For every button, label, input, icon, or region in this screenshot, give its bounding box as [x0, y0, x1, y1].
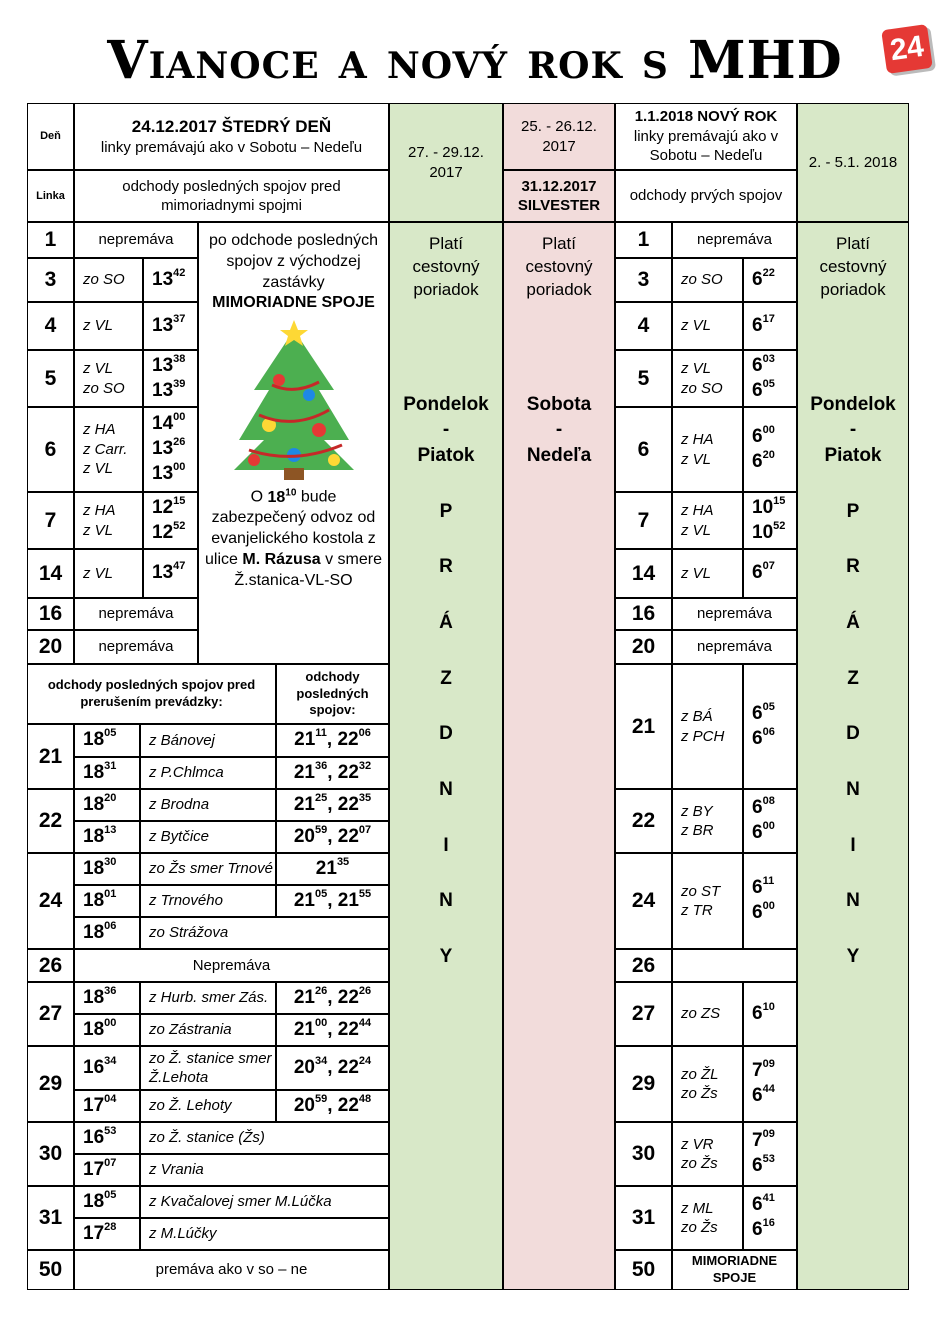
note-text: po odchode posledných spojov z východzej zastávky: [208, 232, 379, 291]
text: Platí cestovný poriadok: [525, 234, 593, 299]
time-cell: [743, 302, 797, 350]
time-cell: $21^{05}$, $21^{55}$: [276, 885, 389, 917]
time-cell: [743, 1046, 797, 1122]
time: $18^{06}$: [83, 919, 117, 943]
time: $20^{34}$: [293, 1054, 328, 1078]
origin: z Bánovej: [149, 731, 215, 749]
time: $18^{01}$: [83, 887, 117, 911]
origin-cell: [672, 1122, 743, 1186]
time-cell: [143, 258, 198, 302]
time: $18^{00}$: [83, 1016, 117, 1040]
time: $16^{53}$: [83, 1124, 117, 1148]
header-dec24: 24.12.2017 ŠTEDRÝ DEŇ linky premávajú ako v Sobotu – Nedeľu: [74, 103, 389, 170]
time: $21^{35}$: [315, 855, 350, 879]
time: $6^{00}$: [752, 900, 775, 923]
time: $22^{06}$: [337, 727, 371, 751]
not-operating-cell: nepremáva: [672, 630, 797, 664]
time: $13^{37}$: [152, 312, 186, 336]
line-number: 26: [615, 949, 672, 982]
origin: z Trnového: [149, 892, 223, 910]
time: $21^{25}$: [293, 791, 328, 815]
time-cell: [143, 407, 198, 492]
time-cell: [743, 853, 797, 949]
time: $6^{03}$: [752, 352, 775, 376]
line-number: 21: [27, 724, 74, 789]
origin: z VR: [681, 1135, 714, 1153]
time: $6^{06}$: [752, 725, 775, 749]
origin: z Vrania: [149, 1161, 204, 1179]
line-number: 14: [615, 549, 672, 598]
time: $13^{39}$: [152, 377, 186, 401]
time-cell: [743, 549, 797, 598]
time-cell: [74, 1122, 140, 1154]
time: $22^{48}$: [337, 1092, 372, 1116]
origin: zo SO: [83, 271, 125, 289]
time-cell: [143, 549, 198, 598]
origin: z TR: [681, 902, 713, 919]
time-cell: [143, 302, 198, 350]
time-cell: [743, 1122, 797, 1186]
time-cell: [743, 407, 797, 492]
origin: zo Žs: [681, 1219, 718, 1236]
line-number: 1: [615, 222, 672, 258]
origin-cell: [140, 1218, 389, 1250]
time: $6^{17}$: [752, 312, 775, 336]
origin: z Carr.: [83, 440, 128, 458]
time: $6^{10}$: [752, 1000, 775, 1024]
origin: z VL: [83, 460, 114, 478]
time-cell: $21^{11}$, $22^{06}$: [276, 724, 389, 757]
origin-cell: [140, 982, 276, 1014]
time-cell: [74, 757, 140, 789]
origin: zo SO: [681, 271, 723, 289]
time: $22^{32}$: [337, 759, 372, 783]
not-operating-cell: nepremáva: [74, 630, 198, 664]
origin-cell: [672, 302, 743, 350]
time: $6^{11}$: [752, 875, 775, 899]
origin: z VL: [681, 450, 712, 468]
lower-header: odchody posledných spojov pred prerušením prevádzky:: [27, 664, 276, 724]
time-cell: [743, 492, 797, 549]
line-number: 6: [615, 407, 672, 492]
time: $20^{59}$: [293, 1092, 328, 1116]
time: $12^{15}$: [152, 494, 186, 518]
line-number: 21: [615, 664, 672, 789]
origin-cell: [74, 407, 143, 492]
time: $6^{44}$: [752, 1083, 775, 1106]
line-number: 14: [27, 549, 74, 598]
origin: zo ST: [681, 882, 721, 900]
origin: z PCH: [681, 727, 725, 745]
origin-cell: [74, 258, 143, 302]
origin-cell: [140, 1090, 276, 1122]
line-number: 5: [615, 350, 672, 407]
header-dec31: 31.12.2017 SILVESTER: [503, 170, 615, 222]
header-den: Deň: [27, 103, 74, 170]
time-cell: [74, 789, 140, 821]
line-number: 4: [27, 302, 74, 350]
origin-cell: [140, 1186, 389, 1218]
line-number: 7: [615, 492, 672, 549]
origin: zo Žs: [681, 1155, 718, 1172]
time-cell: [743, 664, 797, 789]
time: $6^{22}$: [752, 266, 775, 290]
origin: zo ŽL: [681, 1065, 719, 1083]
time-cell: [74, 1218, 140, 1250]
line-number: 29: [615, 1046, 672, 1122]
origin: z VL: [83, 521, 114, 539]
time: $13^{00}$: [152, 460, 186, 484]
time-cell: [143, 492, 198, 549]
origin: z Hurb. smer Zás.: [149, 989, 269, 1007]
origin: zo Žs: [681, 1085, 718, 1102]
origin-cell: [140, 1154, 389, 1186]
page-title: Vianoce a nový rok s MHD: [107, 30, 843, 91]
time: $6^{07}$: [752, 560, 775, 584]
time-cell: [74, 982, 140, 1014]
origin-cell: [672, 1046, 743, 1122]
origin: zo SO: [83, 379, 125, 397]
time: $10^{15}$: [752, 494, 786, 518]
time-cell: [743, 789, 797, 853]
header-jan2: 2. - 5.1. 2018: [797, 103, 909, 222]
line-number: 24: [27, 853, 74, 949]
origin-cell: [140, 1122, 389, 1154]
time: $14^{00}$: [152, 411, 186, 435]
line-number: 7: [27, 492, 74, 549]
origin: z Brodna: [149, 796, 210, 814]
line-number: 31: [615, 1186, 672, 1250]
time: $18^{31}$: [83, 759, 117, 783]
origin: z ML: [681, 1199, 714, 1217]
brand-logo: 24: [881, 24, 933, 74]
origin-cell: [140, 821, 276, 853]
time: $6^{53}$: [752, 1153, 775, 1176]
christmas-tree-icon: [224, 320, 364, 480]
lower-header-2: odchody posledných spojov:: [276, 664, 389, 724]
time-cell: [74, 724, 140, 757]
time: $21^{11}$: [294, 727, 327, 751]
time: $22^{26}$: [337, 984, 372, 1008]
origin: zo Strážova: [149, 924, 229, 942]
not-operating-cell: nepremáva: [74, 222, 198, 258]
line-number: 22: [27, 789, 74, 853]
origin: zo ZS: [681, 1005, 721, 1023]
time-cell: [743, 982, 797, 1046]
line-number: 1: [27, 222, 74, 258]
weekday-schedule-col: Platí cestovný poriadok Pondelok - Piatok P R Á Z D N I N Y: [389, 222, 503, 1290]
header-jan1-sub: odchody prvých spojov: [615, 170, 797, 222]
origin-cell: [74, 549, 143, 598]
time: $22^{07}$: [337, 823, 372, 847]
line-number: 30: [615, 1122, 672, 1186]
origin-cell: [672, 982, 743, 1046]
origin: z Kvačalovej smer M.Lúčka: [149, 1193, 332, 1211]
origin-cell: [672, 407, 743, 492]
line-number: 4: [615, 302, 672, 350]
time: $13^{26}$: [152, 436, 186, 460]
origin: z BR: [681, 822, 714, 839]
line-number: 6: [27, 407, 74, 492]
line-number: 3: [27, 258, 74, 302]
time: $17^{04}$: [83, 1092, 117, 1116]
header-dec25: 25. - 26.12. 2017: [503, 103, 615, 170]
origin: z HA: [83, 421, 116, 439]
time: $6^{00}$: [752, 820, 775, 843]
time: $17^{07}$: [83, 1156, 117, 1180]
time: $22^{44}$: [337, 1016, 372, 1040]
not-operating-cell: Nepremáva: [74, 949, 389, 982]
time: $20^{59}$: [293, 823, 328, 847]
time-cell: [74, 1014, 140, 1046]
origin: z VL: [681, 564, 712, 582]
time-cell: [74, 1090, 140, 1122]
time-cell: $20^{59}$, $22^{07}$: [276, 821, 389, 853]
time-cell: [743, 350, 797, 407]
time: $6^{05}$: [752, 377, 775, 401]
time: $21^{36}$: [293, 759, 328, 783]
time: $22^{35}$: [337, 791, 372, 815]
header-dec24-sub: odchody posledných spojov pred mimoriadnymi spojmi: [74, 170, 389, 222]
time: $21^{05}$: [293, 887, 328, 911]
origin: z VL: [681, 521, 712, 539]
line-number: 50: [27, 1250, 74, 1290]
header-linka: Linka: [27, 170, 74, 222]
time: $13^{38}$: [152, 352, 186, 376]
time: $22^{24}$: [337, 1054, 372, 1078]
time: $13^{47}$: [152, 560, 186, 584]
origin: z P.Chlmca: [149, 764, 224, 782]
line-number: 30: [27, 1122, 74, 1186]
line-number: 16: [615, 598, 672, 630]
time-cell: $21^{00}$, $22^{44}$: [276, 1014, 389, 1046]
time-cell: $20^{34}$, $22^{24}$: [276, 1046, 389, 1090]
origin: z HA: [83, 502, 116, 519]
time: $6^{16}$: [752, 1217, 775, 1240]
weekday-schedule-col-2: Platí cestovný poriadok Pondelok - Piatok P R Á Z D N I N Y: [797, 222, 909, 1290]
time-cell: [74, 853, 140, 885]
origin: z VL: [83, 564, 114, 582]
origin: z Bytčice: [149, 828, 210, 846]
origin-cell: [672, 664, 743, 789]
origin: z VL: [83, 317, 114, 335]
line-number: 29: [27, 1046, 74, 1122]
time: $18^{13}$: [83, 823, 117, 847]
origin: z VL: [83, 360, 114, 377]
time: $6^{20}$: [752, 448, 775, 472]
time: $7^{09}$: [752, 1128, 775, 1152]
time: $12^{52}$: [152, 519, 186, 543]
time: $18^{36}$: [83, 984, 117, 1008]
origin-cell: [140, 724, 276, 757]
text: Platí cestovný poriadok: [412, 234, 480, 299]
origin: zo Ž. stanice smer Ž.Lehota: [149, 1049, 272, 1086]
origin-cell: [672, 549, 743, 598]
time: $17^{28}$: [83, 1220, 117, 1244]
origin: z VL: [681, 317, 712, 335]
time-cell: $21^{36}$, $22^{32}$: [276, 757, 389, 789]
time: $18^{05}$: [83, 1188, 117, 1212]
text: Platí cestovný poriadok: [819, 234, 887, 299]
time-cell: [743, 1186, 797, 1250]
origin-cell: [140, 757, 276, 789]
line-number: 27: [615, 982, 672, 1046]
origin-cell: [140, 789, 276, 821]
origin-cell: [672, 258, 743, 302]
origin: z BÁ: [681, 708, 713, 725]
time: $10^{52}$: [752, 519, 786, 543]
time-cell: [74, 885, 140, 917]
time-cell: [74, 1186, 140, 1218]
empty-cell: [672, 949, 797, 982]
origin-cell: [140, 885, 276, 917]
origin-cell: [74, 302, 143, 350]
time-cell: [143, 350, 198, 407]
time-cell: [74, 1046, 140, 1090]
time-cell: $21^{26}$, $22^{26}$: [276, 982, 389, 1014]
line-50-note: MIMORIADNE SPOJE: [672, 1250, 797, 1290]
origin-cell: [74, 350, 143, 407]
origin: z M.Lúčky: [149, 1225, 217, 1243]
time-cell: [743, 258, 797, 302]
line-number: 24: [615, 853, 672, 949]
origin-cell: [672, 492, 743, 549]
line-number: 31: [27, 1186, 74, 1250]
time: $21^{26}$: [293, 984, 328, 1008]
note-title: MIMORIADNE SPOJE: [212, 294, 375, 312]
not-operating-cell: nepremáva: [672, 598, 797, 630]
time-cell: [74, 1154, 140, 1186]
origin: zo Zástrania: [149, 1021, 232, 1039]
origin-cell: [140, 917, 389, 949]
time: $6^{08}$: [752, 795, 775, 819]
line-number: 50: [615, 1250, 672, 1290]
origin: zo Ž. Lehoty: [149, 1097, 232, 1115]
time-cell: [74, 821, 140, 853]
time: $6^{41}$: [752, 1192, 775, 1216]
line-number: 26: [27, 949, 74, 982]
time-cell: [276, 853, 389, 885]
line-50-note: premáva ako v so – ne: [74, 1250, 389, 1290]
origin-cell: [140, 853, 276, 885]
time: $6^{00}$: [752, 423, 775, 447]
line-number: 22: [615, 789, 672, 853]
time: $18^{05}$: [83, 727, 117, 751]
origin: zo Ž. stanice (Žs): [149, 1129, 265, 1147]
origin: z BY: [681, 802, 713, 820]
header-dec27: 27. - 29.12. 2017: [389, 103, 503, 222]
origin-cell: [672, 1186, 743, 1250]
time: $21^{00}$: [293, 1016, 328, 1040]
origin-cell: [672, 853, 743, 949]
line-number: 20: [27, 630, 74, 664]
time-cell: $20^{59}$, $22^{48}$: [276, 1090, 389, 1122]
not-operating-cell: nepremáva: [74, 598, 198, 630]
line-number: 20: [615, 630, 672, 664]
time: $16^{34}$: [83, 1054, 117, 1078]
not-operating-cell: nepremáva: [672, 222, 797, 258]
origin-cell: [140, 1046, 276, 1090]
header-jan1: 1.1.2018 NOVÝ ROK linky premávajú ako v Sobotu – Nedeľu: [615, 103, 797, 170]
origin: zo Žs smer Trnové: [149, 860, 273, 878]
weekend-schedule-col: Platí cestovný poriadok Sobota - Nedeľa: [503, 222, 615, 1290]
origin: zo SO: [681, 379, 723, 397]
time: $6^{05}$: [752, 700, 775, 724]
time: $18^{20}$: [83, 791, 117, 815]
time: $21^{55}$: [337, 887, 372, 911]
origin-cell: [74, 492, 143, 549]
time-cell: $21^{25}$, $22^{35}$: [276, 789, 389, 821]
note-body: O $18^{10}$ bude zabezpečený odvoz od evanjelického kostola z ulice M. Rázusa v smere Ž.stanica-VL-SO: [205, 487, 382, 589]
line-number: 16: [27, 598, 74, 630]
origin: z HA: [681, 502, 714, 519]
time-cell: [74, 917, 140, 949]
time: $18^{30}$: [83, 855, 117, 879]
line-number: 5: [27, 350, 74, 407]
origin: z VL: [681, 360, 712, 377]
time: $13^{42}$: [152, 266, 186, 290]
origin: z HA: [681, 431, 714, 448]
time: $7^{09}$: [752, 1058, 775, 1082]
origin-cell: [672, 789, 743, 853]
line-number: 3: [615, 258, 672, 302]
origin-cell: [140, 1014, 276, 1046]
origin-cell: [672, 350, 743, 407]
line-number: 27: [27, 982, 74, 1046]
extra-service-note: [198, 222, 389, 664]
